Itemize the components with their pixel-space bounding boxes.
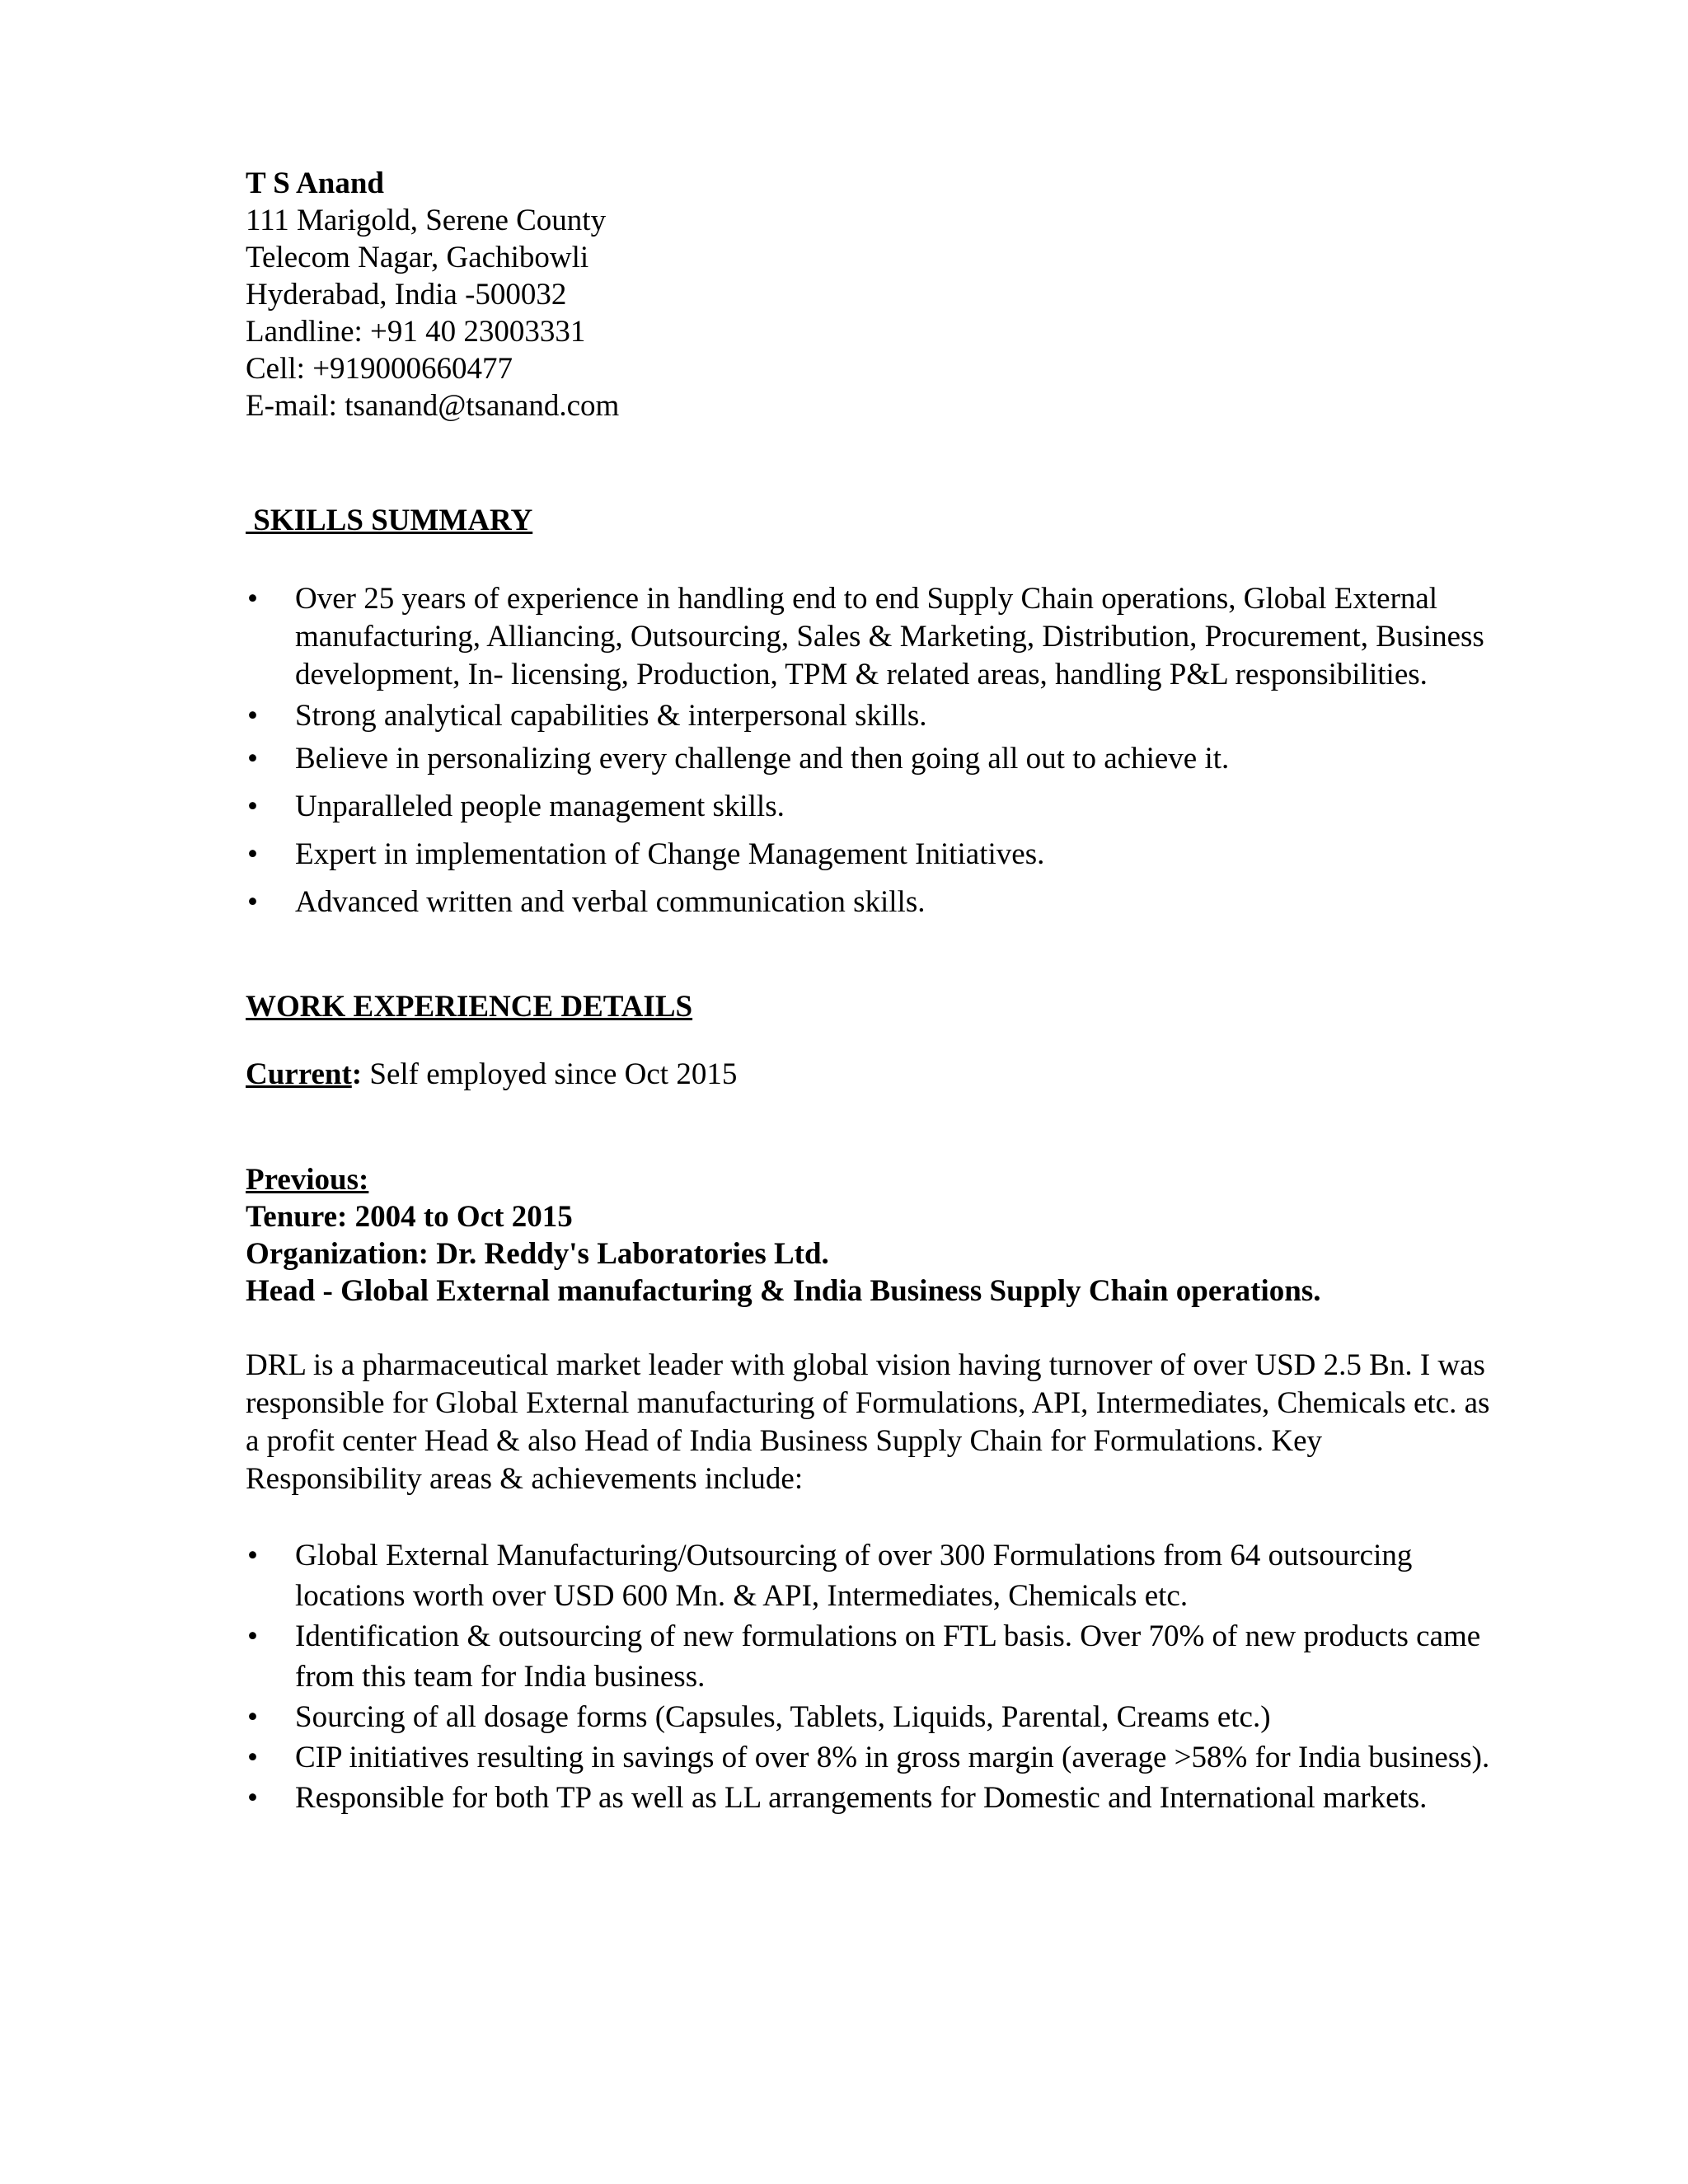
list-item-text: Expert in implementation of Change Management Initiatives. xyxy=(295,837,1045,871)
cell-phone: Cell: +919000660477 xyxy=(246,352,513,386)
landline: Landline: +91 40 23003331 xyxy=(246,315,586,349)
current-text: Self employed since Oct 2015 xyxy=(362,1057,738,1091)
list-item-text: Over 25 years of experience in handling end to end Supply Chain operations, Global External manufacturing, Alliancing, Outsourcing, Sales & Marketing, Distribution, Procurement, Business development, In- licensing, Production, TPM & related areas, handling P&L responsibilities. xyxy=(295,582,1484,691)
list-item-text: Believe in personalizing every challenge and then going all out to achieve it. xyxy=(295,742,1230,776)
list-item xyxy=(246,1535,1498,1616)
current-employment xyxy=(246,1056,1498,1093)
previous-label: Previous: xyxy=(246,1163,369,1197)
bullet-icon: • xyxy=(247,742,258,776)
list-item xyxy=(246,1778,1498,1818)
list-item-text: Identification & outsourcing of new formulations on FTL basis. Over 70% of new products came from this team for India business. xyxy=(295,1619,1481,1694)
list-item-text: Advanced written and verbal communication skills. xyxy=(295,885,926,919)
bullet-icon: • xyxy=(247,790,258,823)
current-colon: : xyxy=(351,1057,363,1091)
list-item xyxy=(246,1737,1498,1778)
bullet-icon: • xyxy=(247,1539,258,1572)
company-description: DRL is a pharmaceutical market leader with global vision having turnover of over USD 2.5 Bn. I was responsible for Global External manufacturing of Formulations, API, Intermediates, Chemicals etc. as a profit center Head & also Head of India Business Supply Chain for Formulations. Key Responsibility areas & achievements include: xyxy=(246,1348,1490,1496)
list-item-text: CIP initiatives resulting in savings of over 8% in gross margin (average >58% for India business). xyxy=(295,1741,1490,1774)
list-item xyxy=(246,1697,1498,1737)
bullet-icon: • xyxy=(247,582,258,616)
list-item xyxy=(246,836,1498,873)
bullet-icon: • xyxy=(247,699,258,733)
bullet-icon: • xyxy=(247,1619,258,1653)
address-line-3: Hyderabad, India -500032 xyxy=(246,278,567,312)
role-title: Head - Global External manufacturing & India Business Supply Chain operations. xyxy=(246,1274,1321,1308)
organization: Organization: Dr. Reddy's Laboratories Ltd. xyxy=(246,1237,829,1271)
list-item-text: Global External Manufacturing/Outsourcing of over 300 Formulations from 64 outsourcing locations worth over USD 600 Mn. & API, Intermediates, Chemicals etc. xyxy=(295,1539,1413,1613)
work-heading: WORK EXPERIENCE DETAILS xyxy=(246,990,693,1024)
list-item xyxy=(246,580,1498,694)
bullet-icon: • xyxy=(247,1741,258,1774)
skills-list xyxy=(246,580,1498,921)
address-line-1: 111 Marigold, Serene County xyxy=(246,204,607,237)
list-item xyxy=(246,883,1498,921)
list-item xyxy=(246,697,1498,734)
list-item xyxy=(246,788,1498,825)
list-item xyxy=(246,1616,1498,1697)
current-label: Current xyxy=(246,1057,352,1091)
address-line-2: Telecom Nagar, Gachibowli xyxy=(246,241,589,274)
list-item-text: Strong analytical capabilities & interpersonal skills. xyxy=(295,699,927,733)
email: E-mail: tsanand@tsanand.com xyxy=(246,389,620,423)
list-item-text: Responsible for both TP as well as LL arrangements for Domestic and International markets. xyxy=(295,1781,1428,1815)
list-item xyxy=(246,740,1498,777)
responsibilities-list xyxy=(246,1535,1498,1818)
bullet-icon: • xyxy=(247,1700,258,1734)
resume-page xyxy=(246,165,1498,1818)
bullet-icon: • xyxy=(247,837,258,871)
previous-employment xyxy=(246,1161,1498,1310)
skills-heading: SKILLS SUMMARY xyxy=(246,504,533,537)
tenure: Tenure: 2004 to Oct 2015 xyxy=(246,1200,573,1234)
skills-section xyxy=(246,502,1498,921)
bullet-icon: • xyxy=(247,885,258,919)
contact-block xyxy=(246,165,1498,424)
bullet-icon: • xyxy=(247,1781,258,1815)
candidate-name: T S Anand xyxy=(246,166,384,200)
list-item-text: Sourcing of all dosage forms (Capsules, Tablets, Liquids, Parental, Creams etc.) xyxy=(295,1700,1271,1734)
list-item-text: Unparalleled people management skills. xyxy=(295,790,785,823)
work-section xyxy=(246,988,1498,1818)
